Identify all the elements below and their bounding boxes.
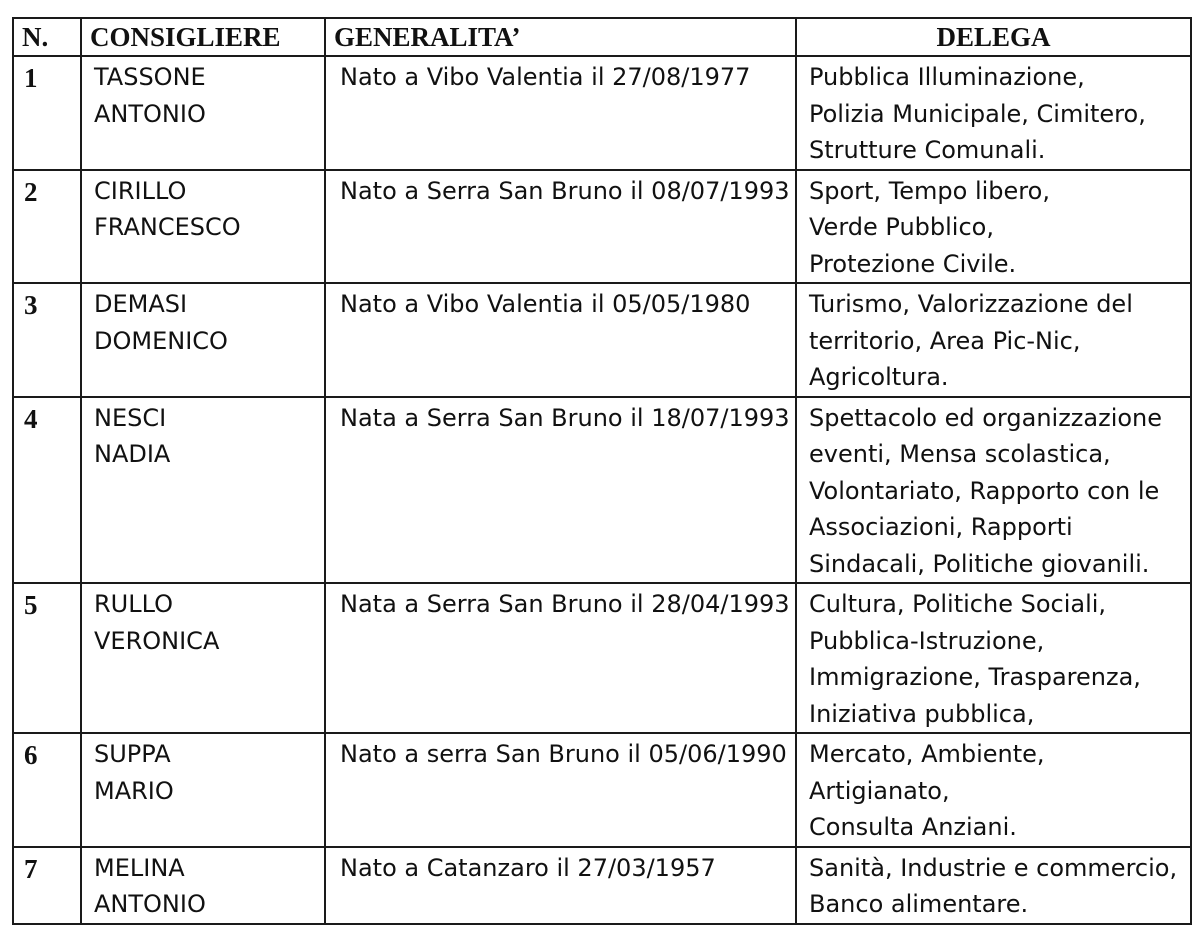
header-delega: DELEGA <box>796 18 1191 56</box>
table-row <box>13 170 1191 284</box>
delega: Turismo, Valorizzazione del territorio, Area Pic-Nic, Agricoltura. <box>796 283 1191 397</box>
consigliere-name: CIRILLO FRANCESCO <box>81 170 325 284</box>
generalita: Nato a Catanzaro il 27/03/1957 <box>325 847 796 924</box>
row-number: 5 <box>13 583 81 733</box>
table-row <box>13 56 1191 170</box>
generalita: Nato a serra San Bruno il 05/06/1990 <box>325 733 796 847</box>
delega: Cultura, Politiche Sociali, Pubblica-Istruzione, Immigrazione, Trasparenza, Iniziativa pubblica, <box>796 583 1191 733</box>
delega: Sanità, Industrie e commercio, Banco alimentare. <box>796 847 1191 924</box>
delega: Pubblica Illuminazione, Polizia Municipale, Cimitero, Strutture Comunali. <box>796 56 1191 170</box>
row-number: 3 <box>13 283 81 397</box>
row-number: 6 <box>13 733 81 847</box>
header-n: N. <box>13 18 81 56</box>
table-row <box>13 283 1191 397</box>
row-number: 2 <box>13 170 81 284</box>
generalita: Nato a Vibo Valentia il 05/05/1980 <box>325 283 796 397</box>
consigliere-name: NESCI NADIA <box>81 397 325 584</box>
row-number: 7 <box>13 847 81 924</box>
generalita: Nato a Serra San Bruno il 08/07/1993 <box>325 170 796 284</box>
table-row <box>13 397 1191 584</box>
delega: Sport, Tempo libero, Verde Pubblico, Protezione Civile. <box>796 170 1191 284</box>
header-consigliere: CONSIGLIERE <box>81 18 325 56</box>
delegations-table <box>12 17 1192 925</box>
table-row <box>13 733 1191 847</box>
delega: Mercato, Ambiente, Artigianato, Consulta Anziani. <box>796 733 1191 847</box>
consigliere-name: MELINA ANTONIO <box>81 847 325 924</box>
consigliere-name: DEMASI DOMENICO <box>81 283 325 397</box>
table-row <box>13 583 1191 733</box>
table-header-row <box>13 18 1191 56</box>
generalita: Nata a Serra San Bruno il 18/07/1993 <box>325 397 796 584</box>
generalita: Nato a Vibo Valentia il 27/08/1977 <box>325 56 796 170</box>
generalita: Nata a Serra San Bruno il 28/04/1993 <box>325 583 796 733</box>
row-number: 1 <box>13 56 81 170</box>
header-generalita: GENERALITA’ <box>325 18 796 56</box>
consigliere-name: TASSONE ANTONIO <box>81 56 325 170</box>
consigliere-name: SUPPA MARIO <box>81 733 325 847</box>
consigliere-name: RULLO VERONICA <box>81 583 325 733</box>
row-number: 4 <box>13 397 81 584</box>
delega: Spettacolo ed organizzazione eventi, Mensa scolastica, Volontariato, Rapporto con le Associazioni, Rapporti Sindacali, Politiche giovanili. <box>796 397 1191 584</box>
